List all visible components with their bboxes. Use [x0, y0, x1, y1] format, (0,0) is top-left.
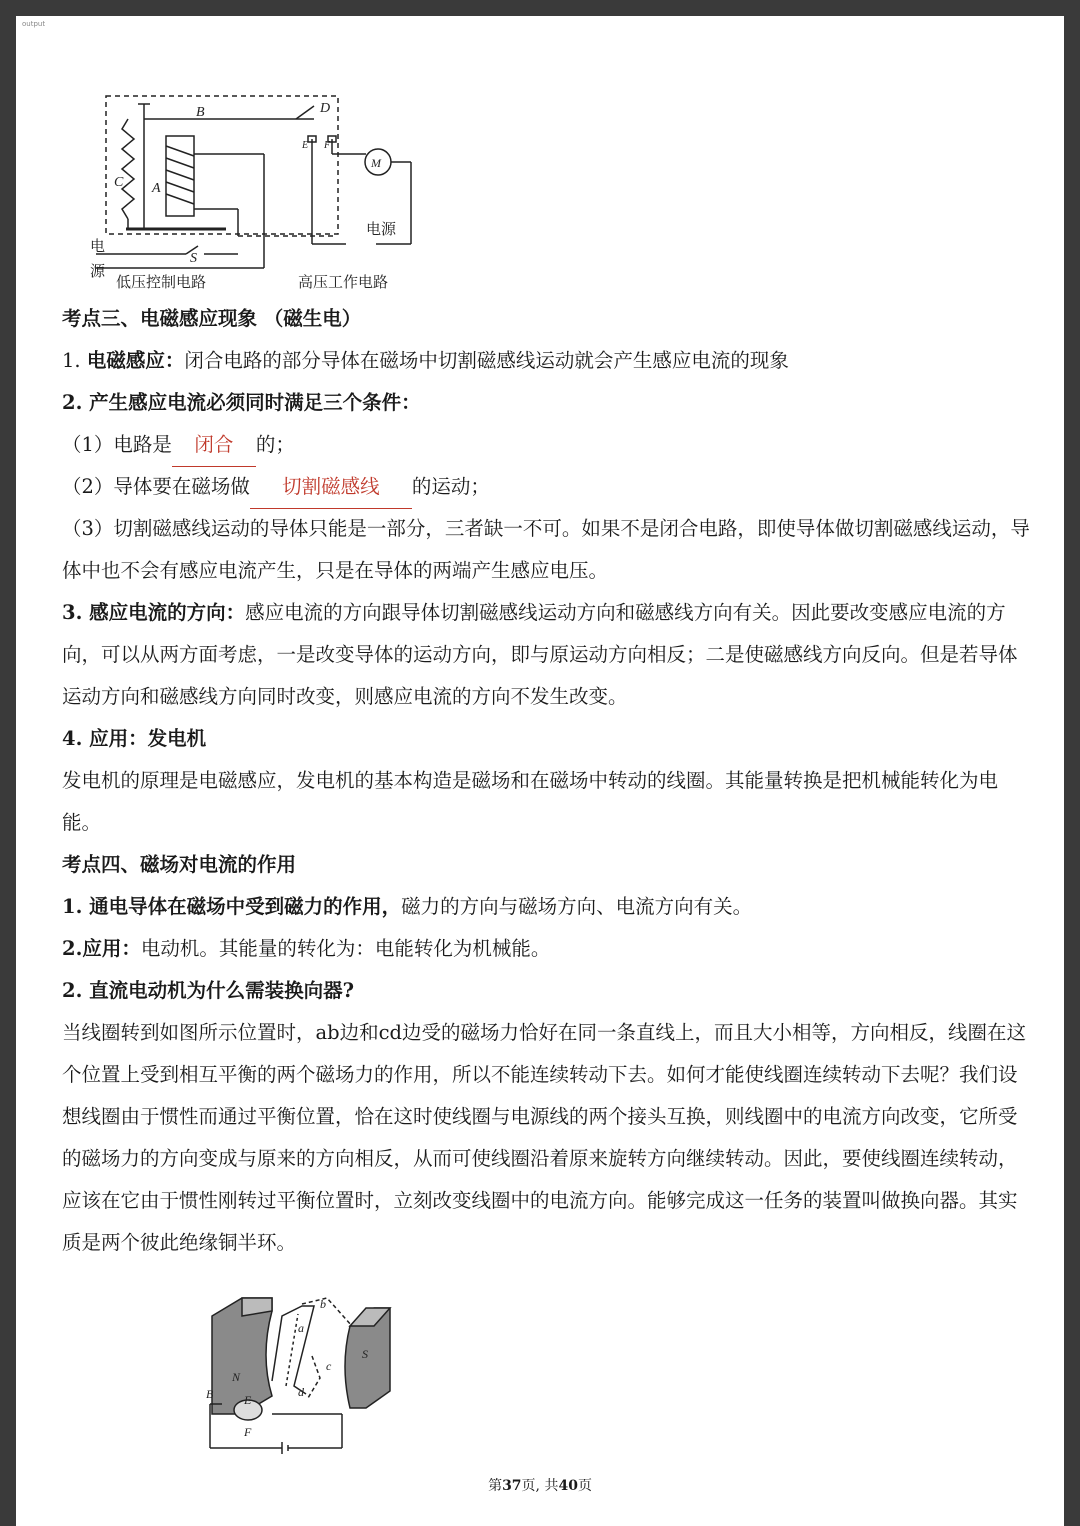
svg-text:E: E	[244, 1393, 252, 1407]
s3-item-3: 3. 感应电流的方向：感应电流的方向跟导体切割磁感线运动方向和磁感线方向有关。因此要改变感应电流的方向，可以从两方面考虑，一是改变导体的运动方向，即与原运动方向相反；二是使磁感线方向反向。但是若导体运动方向和磁感线方向同时改变，则感应电流的方向不发生改变。	[62, 601, 1018, 708]
svg-text:B: B	[196, 105, 205, 120]
dian-label: 电	[90, 237, 106, 255]
svg-text:d: d	[298, 1385, 304, 1399]
condition-2: （2）导体要在磁场做 切割磁感线 的运动；	[62, 466, 1032, 508]
yuan-label: 源	[90, 262, 106, 280]
commutator-paragraph: 当线圈转到如图所示位置时，ab边和cd边受的磁场力恰好在同一条直线上，而且大小相等，方向相反，线圈在这个位置上受到相互平衡的两个磁场力的作用，所以不能连续转动下去。如何才能使线圈连续转动下去呢？我们设想线圈由于惯性而通过平衡位置，恰在这时使线圈与电源线的两个接头互换，则线圈中的电流方向改变，它所受的磁场力的方向变成与原来的方向相反，从而可使线圈沿着原来旋转方向继续转动。因此，要使线圈连续转动，应该在它由于惯性刚转过平衡位置时，立刻改变线圈中的电流方向。能够完成这一任务的装置叫做换向器。其实质是两个彼此绝缘铜半环。	[62, 1021, 1027, 1254]
generator-paragraph: 发电机的原理是电磁感应，发电机的基本构造是磁场和在磁场中转动的线圈。其能量转换是把机械能转化为电能。	[62, 769, 999, 834]
svg-text:S: S	[190, 251, 197, 266]
svg-text:D: D	[320, 101, 331, 116]
svg-text:S: S	[362, 1347, 368, 1361]
s4-item-1: 1. 通电导体在磁场中受到磁力的作用，磁力的方向与磁场方向、电流方向有关。	[62, 895, 753, 918]
svg-text:E: E	[302, 140, 309, 151]
relay-circuit-figure	[66, 84, 426, 294]
blank-answer-1: 闭合	[172, 424, 256, 467]
svg-text:N: N	[232, 1370, 241, 1384]
dc-motor-figure	[202, 1286, 402, 1464]
svg-text:b: b	[320, 1297, 326, 1311]
blank-answer-2: 切割磁感线	[250, 466, 412, 509]
svg-text:c: c	[326, 1359, 332, 1373]
svg-text:a: a	[298, 1321, 304, 1335]
s3-item-2: 2. 产生感应电流必须同时满足三个条件：	[62, 391, 421, 414]
svg-text:F: F	[324, 140, 331, 151]
svg-text:C: C	[114, 175, 124, 190]
power-label: 电源	[366, 220, 397, 238]
s3-item-4: 4. 应用：发电机	[62, 727, 207, 750]
section-3-heading: 考点三、电磁感应现象 （磁生电）	[62, 307, 362, 330]
svg-text:M: M	[371, 156, 381, 170]
low-voltage-label: 低压控制电路	[116, 273, 207, 291]
svg-text:A: A	[152, 181, 161, 196]
high-voltage-label: 高压工作电路	[298, 273, 389, 291]
main-text	[62, 298, 1032, 1264]
section-4-heading: 考点四、磁场对电流的作用	[62, 853, 297, 876]
svg-text:F: F	[244, 1425, 252, 1439]
s4-item-2: 2.应用：电动机。其能量的转化为：电能转化为机械能。	[62, 937, 551, 960]
s3-item-1: 1. 电磁感应：闭合电路的部分导体在磁场中切割磁感线运动就会产生感应电流的现象	[62, 349, 789, 372]
document-page	[16, 16, 1064, 1526]
s4-item-3: 2. 直流电动机为什么需装换向器?	[62, 979, 355, 1002]
scan-label: output	[22, 20, 46, 28]
condition-3: （3）切割磁感线运动的导体只能是一部分，三者缺一不可。如果不是闭合电路，即使导体做切割磁感线运动，导体中也不会有感应电流产生，只是在导体的两端产生感应电压。	[62, 517, 1030, 582]
page-footer: 第37页, 共40页	[488, 1478, 592, 1494]
condition-1: （1）电路是 闭合 的；	[62, 424, 1032, 466]
svg-text:B: B	[206, 1387, 214, 1401]
